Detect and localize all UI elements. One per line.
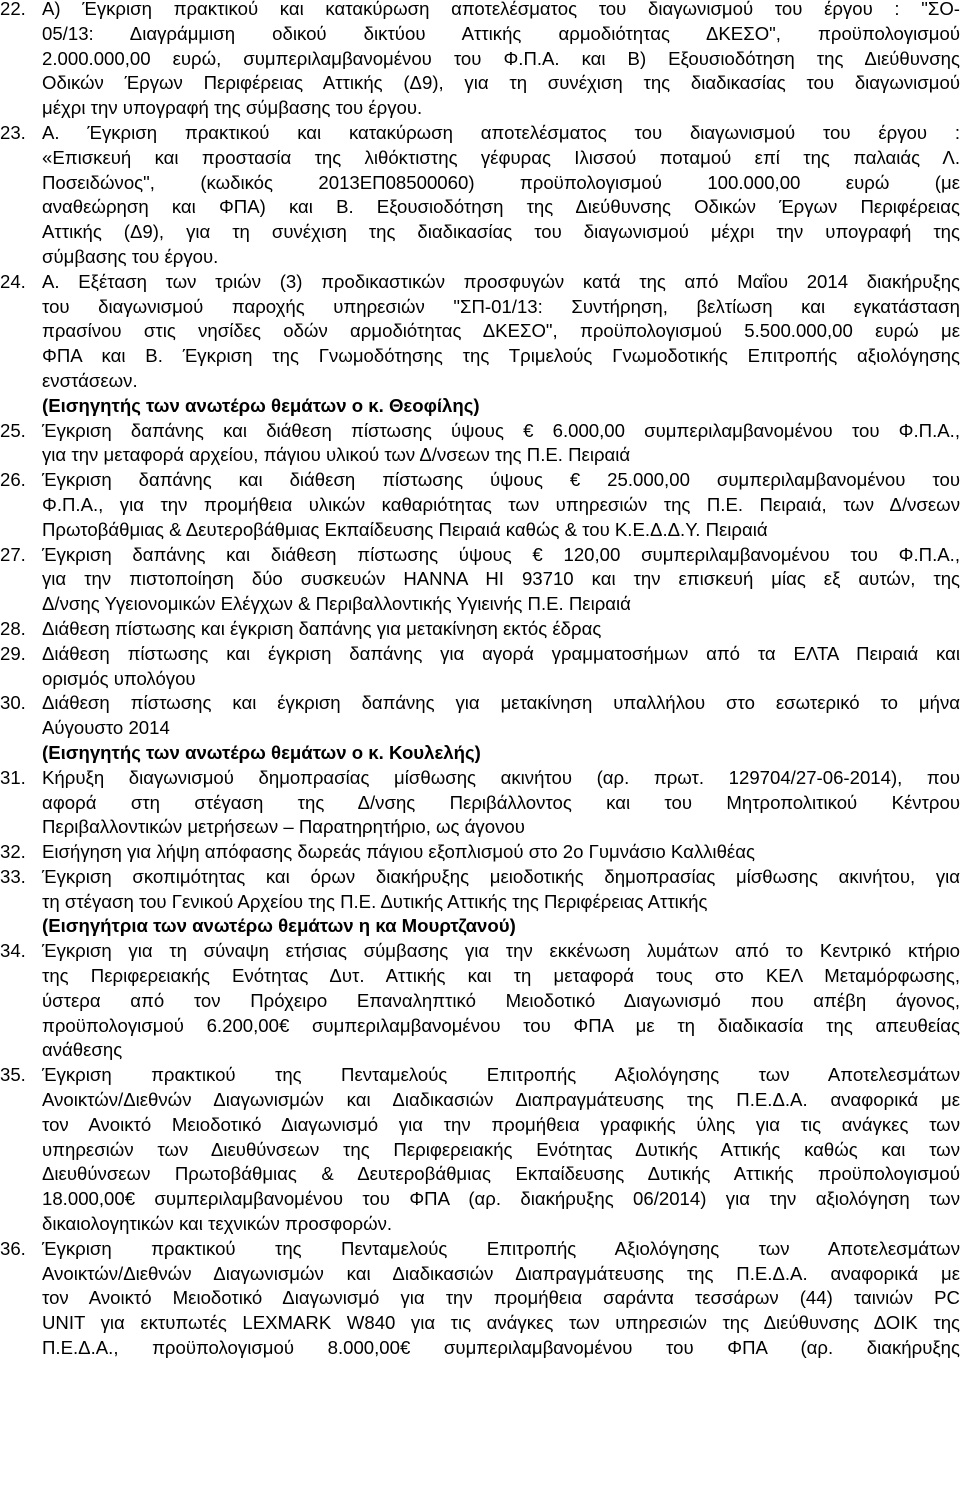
text-line: του διαγωνισμού παροχής υπηρεσιών "ΣΠ-01/13: Συντήρηση, βελτίωση και εγκατάσταση bbox=[42, 295, 960, 317]
text-line: Αύγουστο 2014 bbox=[42, 717, 170, 739]
text-line: προϋπολογισμού 6.200,00€ συμπεριλαμβανομένου του ΦΠΑ με τη διαδικασία της απευθείας bbox=[42, 1014, 960, 1036]
text-line: δικαιολογητικών και τεχνικών προσφορών. bbox=[42, 1213, 393, 1235]
text-line: Α. Εξέταση των τριών (3) προδικαστικών προσφυγών κατά της από Μαΐου 2014 διακήρυξης bbox=[42, 270, 960, 292]
text-line: Πρωτοβάθμιας & Δευτεροβάθμιας Εκπαίδευσης Πειραιά καθώς & του Κ.Ε.Δ.Δ.Υ. Πειραιά bbox=[42, 518, 768, 540]
agenda-item bbox=[0, 1237, 960, 1361]
agenda-item-text bbox=[42, 270, 960, 394]
text-line: Ανοικτών/Διεθνών Διαγωνισμών και Διαδικασιών Διαπραγμάτευσης της Π.Ε.Δ.Α. αναφορικά με bbox=[42, 1262, 960, 1284]
agenda-item-number: 35. bbox=[0, 1064, 26, 1086]
agenda-item-number: 36. bbox=[0, 1237, 26, 1259]
text-line: Π.Ε.Δ.Α., προϋπολογισμού 8.000,00€ συμπεριλαμβανομένου του ΦΠΑ (αρ. διακήρυξης bbox=[42, 1337, 960, 1359]
agenda-item-text bbox=[42, 0, 960, 121]
agenda-item-number: 27. bbox=[0, 543, 26, 565]
text-line: τον Ανοικτό Μειοδοτικό Διαγωνισμό για την προμήθεια γραφικής ύλης για τις ανάγκες των bbox=[42, 1113, 960, 1135]
text-line: τον Ανοικτό Μειοδοτικό Διαγωνισμό για την προμήθεια σαράντα τεσσάρων (44) ταινιών PC bbox=[42, 1287, 960, 1309]
text-line: UNIT για εκτυπωτές LEXMARK W840 για τις ανάγκες των υπηρεσιών της Διεύθυνσης ΔΟΙΚ της bbox=[42, 1312, 960, 1334]
agenda-item-text bbox=[42, 766, 960, 840]
text-line: Δ/νσης Υγειονομικών Ελέγχων & Περιβαλλοντικής Υγιεινής Π.Ε. Πειραιά bbox=[42, 593, 631, 615]
text-line: αφορά στη στέγαση της Δ/νσης Περιβάλλοντος και του Μητροπολιτικού Κέντρου bbox=[42, 791, 960, 813]
agenda-item-text bbox=[42, 1237, 960, 1361]
text-line: αναθεώρηση και ΦΠΑ) και Β. Εξουσιοδότηση της Διεύθυνσης Οδικών Έργων Περιφέρειας bbox=[42, 196, 960, 218]
text-line: ανάθεσης bbox=[42, 1039, 123, 1061]
agenda-item bbox=[0, 840, 960, 865]
text-line: 2.000.000,00 ευρώ, συμπεριλαμβανομένου του Φ.Π.Α. και Β) Εξουσιοδότηση της Διεύθυνσης bbox=[42, 47, 960, 69]
agenda-item-number: 34. bbox=[0, 940, 26, 962]
agenda-item-number: 31. bbox=[0, 766, 26, 788]
text-line: Έγκριση πρακτικού της Πενταμελούς Επιτροπής Αξιολόγησης των Αποτελεσμάτων bbox=[42, 1064, 960, 1086]
agenda-item bbox=[0, 0, 960, 121]
text-line: πρασίνου στις νησίδες οδών αρμοδιότητας ΔΚΕΣΟ", προϋπολογισμού 5.500.000,00 ευρώ με bbox=[42, 320, 960, 342]
text-line: Διάθεση πίστωσης και έγκριση δαπάνης για μετακίνηση υπαλλήλου στο εσωτερικό το μήνα bbox=[42, 692, 960, 714]
agenda-item-text bbox=[42, 840, 960, 865]
text-line: Έγκριση δαπάνης και διάθεση πίστωσης ύψους € 25.000,00 συμπεριλαμβανομένου του bbox=[42, 469, 960, 491]
agenda-item bbox=[0, 1063, 960, 1237]
agenda-item-text bbox=[42, 1063, 960, 1237]
agenda-item bbox=[0, 939, 960, 1063]
text-line: Έγκριση σκοπιμότητας και όρων διακήρυξης μειοδοτικής δημοπρασίας μίσθωσης ακινήτου, για bbox=[42, 865, 960, 887]
text-line: Διευθύνσεων Πρωτοβάθμιας & Δευτεροβάθμιας Εκπαίδευσης Δυτικής Αττικής προϋπολογισμού bbox=[42, 1163, 960, 1185]
agenda-item bbox=[0, 642, 960, 692]
agenda-item bbox=[0, 766, 960, 840]
text-line: Εισήγηση για λήψη απόφασης δωρεάς πάγιου εξοπλισμού στο 2ο Γυμνάσιο Καλλιθέας bbox=[42, 841, 755, 863]
agenda-item-text bbox=[42, 121, 960, 270]
agenda-item-number: 24. bbox=[0, 270, 26, 292]
text-line: Οδικών Έργων Περιφέρειας Αττικής (Δ9), για τη συνέχιση της διαδικασίας του διαγωνισμού bbox=[42, 72, 960, 94]
text-line: Έγκριση δαπάνης και διάθεση πίστωσης ύψους € 6.000,00 συμπεριλαμβανομένου του Φ.Π.Α., bbox=[42, 419, 960, 441]
agenda-item-number: 33. bbox=[0, 865, 26, 887]
text-line: Έγκριση πρακτικού της Πενταμελούς Επιτροπής Αξιολόγησης των Αποτελεσμάτων bbox=[42, 1237, 960, 1259]
rapporteur-heading: (Εισηγήτρια των ανωτέρω θεμάτων η κα Μουρτζανού) bbox=[42, 915, 516, 937]
text-line: Περιβαλλοντικών μετρήσεων – Παρατηρητήριο, ως άγονου bbox=[42, 816, 525, 838]
agenda-item bbox=[0, 865, 960, 915]
agenda-item-number: 30. bbox=[0, 692, 26, 714]
text-line: ΦΠΑ και Β. Έγκριση της Γνωμοδότησης της Τριμελούς Γνωμοδοτικής Επιτροπής αξιολόγησης bbox=[42, 345, 960, 367]
text-line: Αττικής (Δ9), για τη συνέχιση της διαδικασίας του διαγωνισμού μέχρι την υπογραφή της bbox=[42, 221, 960, 243]
text-line: ενστάσεων. bbox=[42, 369, 138, 391]
agenda-item-text bbox=[42, 419, 960, 469]
agenda-item bbox=[0, 468, 960, 542]
text-line: για την πιστοποίηση δύο συσκευών HANNA HI 93710 και την επισκευή μίας εξ αυτών, της bbox=[42, 568, 960, 590]
text-line: για την μεταφορά αρχείου, πάγιου υλικού των Δ/νσεων της Π.Ε. Πειραιά bbox=[42, 444, 631, 466]
agenda-item-text bbox=[42, 865, 960, 915]
text-line: Ανοικτών/Διεθνών Διαγωνισμών και Διαδικασιών Διαπραγμάτευσης της Π.Ε.Δ.Α. αναφορικά με bbox=[42, 1089, 960, 1111]
text-line: σύμβασης του έργου. bbox=[42, 245, 219, 267]
text-line: Διάθεση πίστωσης και έγκριση δαπάνης για αγορά γραμματοσήμων από τα ΕΛΤΑ Πειραιά και bbox=[42, 642, 960, 664]
text-line: Φ.Π.Α., για την προμήθεια υλικών καθαριότητας των υπηρεσιών της Π.Ε. Πειραιά, των Δ/νσεων bbox=[42, 493, 960, 515]
text-line: «Επισκευή και προστασία της λιθόκτιστης γέφυρας Ιλισσού ποταμού επί της παλαιάς Λ. bbox=[42, 146, 960, 168]
text-line: 18.000,00€ συμπεριλαμβανομένου του ΦΠΑ (αρ. διακήρυξης 06/2014) για την αξιολόγηση των bbox=[42, 1188, 960, 1210]
agenda-item-number: 25. bbox=[0, 419, 26, 441]
agenda-item-text bbox=[42, 642, 960, 692]
text-line: Α) Έγκριση πρακτικού και κατακύρωση αποτελέσματος του διαγωνισμού του έργου : "ΣΟ- bbox=[42, 0, 960, 19]
text-line: Διάθεση πίστωσης και έγκριση δαπάνης για μετακίνηση εκτός έδρας bbox=[42, 617, 602, 639]
agenda-item-number: 22. bbox=[0, 0, 26, 19]
rapporteur-heading: (Εισηγητής των ανωτέρω θεμάτων ο κ. Κουλελής) bbox=[42, 741, 481, 763]
text-line: 05/13: Διαγράμμιση οδικού δικτύου Αττικής αρμοδιότητας ΔΚΕΣΟ", προϋπολογισμού bbox=[42, 22, 960, 44]
agenda-item-text bbox=[42, 939, 960, 1063]
text-line: τη στέγαση του Γενικού Αρχείου της Π.Ε. Δυτικής Αττικής της Περιφέρειας Αττικής bbox=[42, 890, 708, 912]
text-line: ορισμός υπολόγου bbox=[42, 667, 196, 689]
text-line: Κήρυξη διαγωνισμού δημοπρασίας μίσθωσης ακινήτου (αρ. πρωτ. 129704/27-06-2014), που bbox=[42, 766, 960, 788]
text-line: ύστερα από τον Πρόχειρο Επαναληπτικό Μειοδοτικό Διαγωνισμό που απέβη άγονος, bbox=[42, 989, 960, 1011]
agenda-item bbox=[0, 691, 960, 741]
rapporteur-heading: (Εισηγητής των ανωτέρω θεμάτων ο κ. Θεοφίλης) bbox=[42, 394, 480, 416]
agenda-item-number: 26. bbox=[0, 469, 26, 491]
agenda-item bbox=[0, 419, 960, 469]
text-line: Έγκριση δαπάνης και διάθεση πίστωσης ύψους € 120,00 συμπεριλαμβανομένου του Φ.Π.Α., bbox=[42, 543, 960, 565]
agenda-item bbox=[0, 543, 960, 617]
agenda-item-number: 28. bbox=[0, 617, 26, 639]
agenda-item bbox=[0, 121, 960, 270]
agenda-item bbox=[0, 617, 960, 642]
agenda-item-text bbox=[42, 468, 960, 542]
agenda-item bbox=[0, 270, 960, 394]
agenda-item-text bbox=[42, 691, 960, 741]
text-line: μέχρι την υπογραφή της σύμβασης του έργου. bbox=[42, 97, 423, 119]
text-line: Έγκριση για τη σύναψη ετήσιας σύμβασης για την εκκένωση λυμάτων από το Κεντρικό κτήριο bbox=[42, 940, 960, 962]
text-line: της Περιφερειακής Ενότητας Δυτ. Αττικής και τη μεταφορά τους στο ΚΕΛ Μεταμόρφωσης, bbox=[42, 965, 960, 987]
agenda-item-number: 29. bbox=[0, 642, 26, 664]
agenda-item-text bbox=[42, 617, 960, 642]
agenda-item-text bbox=[42, 543, 960, 617]
text-line: υπηρεσιών των Διευθύνσεων της Περιφερειακής Ενότητας Δυτικής Αττικής καθώς και των bbox=[42, 1138, 960, 1160]
text-line: Ποσειδώνος", (κωδικός 2013ΕΠ08500060) προϋπολογισμού 100.000,00 ευρώ (με bbox=[42, 171, 960, 193]
text-line: Α. Έγκριση πρακτικού και κατακύρωση αποτελέσματος του διαγωνισμού του έργου : bbox=[42, 121, 960, 143]
agenda-item-number: 32. bbox=[0, 841, 26, 863]
agenda-item-number: 23. bbox=[0, 121, 26, 143]
